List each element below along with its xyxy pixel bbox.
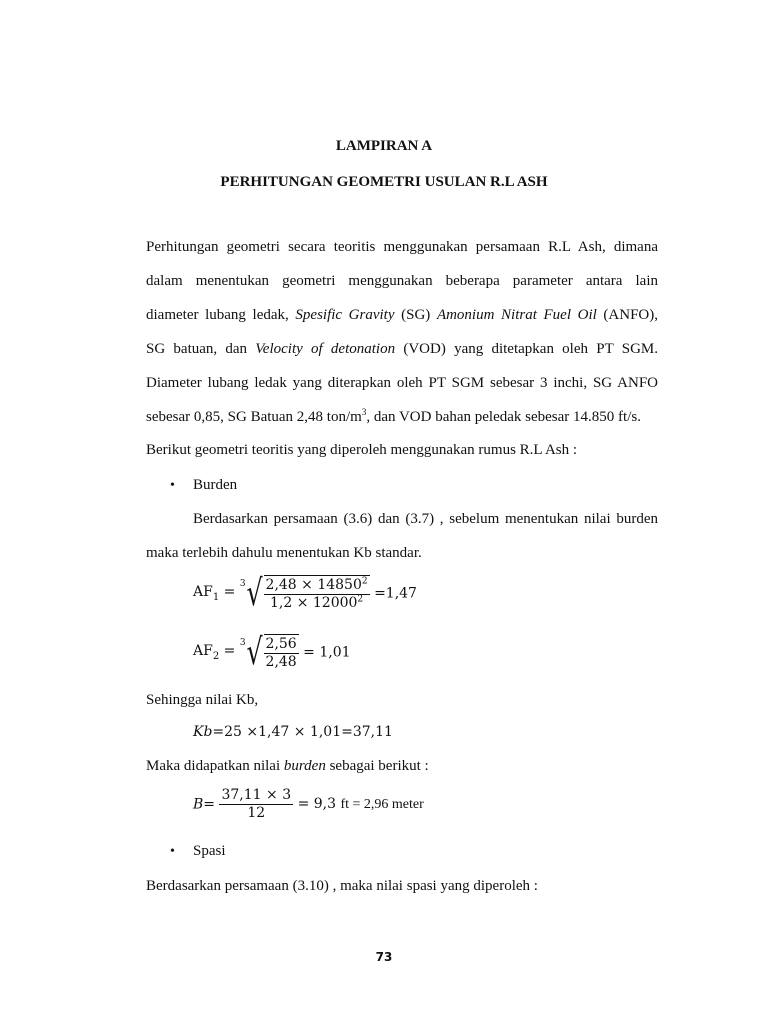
bullet-icon: • bbox=[170, 844, 175, 859]
intro-term-vod: Velocity of detonation bbox=[255, 341, 396, 357]
denominator: 12 bbox=[247, 805, 266, 821]
heading-title: PERHITUNGAN GEOMETRI USULAN R.L ASH bbox=[220, 174, 548, 190]
formula-result: = 9,3 bbox=[297, 796, 341, 812]
formula-result: =1,47 bbox=[374, 585, 417, 602]
intro-text: (SG) bbox=[394, 307, 437, 323]
cube-root bbox=[239, 631, 299, 673]
spasi-paragraph: Berdasarkan persamaan (3.10) , maka nilai spasi yang diperoleh : bbox=[146, 878, 538, 894]
numerator: 37,11 × 3 bbox=[221, 787, 292, 803]
intro-term-anfo: Amonium Nitrat Fuel Oil bbox=[436, 307, 597, 323]
maka-text: Maka didapatkan nilai bbox=[146, 758, 284, 774]
intro-line-7: Berikut geometri teoritis yang diperoleh menggunakan rumus R.L Ash : bbox=[146, 442, 578, 458]
burden-paragraph-line-1: Berdasarkan persamaan (3.6) dan (3.7) , sebelum menentukan nilai burden bbox=[193, 511, 658, 527]
formula-eq: = bbox=[219, 584, 236, 601]
formula-eq: = bbox=[203, 796, 216, 813]
intro-line-4 bbox=[146, 339, 658, 359]
sehingga-line: Sehingga nilai Kb, bbox=[146, 692, 259, 708]
formula-result: = 1,01 bbox=[303, 644, 351, 661]
formula-var: Kb bbox=[193, 724, 213, 740]
denominator: $1,2 \times 12000^2$ bbox=[269, 594, 364, 611]
formula-var: AF bbox=[193, 584, 213, 601]
bullet-spasi bbox=[170, 841, 175, 862]
formula-af2 bbox=[193, 631, 351, 673]
section-title-spasi: Spasi bbox=[193, 843, 226, 859]
maka-line bbox=[146, 756, 429, 776]
intro-text: sebesar 0,85, SG Batuan 2,48 ton/m bbox=[146, 409, 362, 425]
intro-text: , dan VOD bahan peledak sebesar 14.850 ft/s. bbox=[366, 409, 641, 425]
intro-line-6 bbox=[146, 407, 641, 427]
intro-line-3 bbox=[146, 305, 658, 325]
formula-burden bbox=[193, 787, 424, 822]
page-number: 73 bbox=[375, 950, 393, 964]
fraction bbox=[219, 787, 293, 822]
maka-text: sebagai berikut : bbox=[325, 758, 429, 774]
heading-lampiran: LAMPIRAN A bbox=[335, 138, 433, 154]
formula-var: AF bbox=[193, 643, 213, 660]
burden-paragraph-line-2: maka terlebih dahulu menentukan Kb standar. bbox=[146, 545, 422, 561]
subscript: 2 bbox=[212, 650, 220, 662]
intro-line-2: dalam menentukan geometri menggunakan beberapa parameter antara lain bbox=[146, 273, 658, 289]
subscript: 1 bbox=[212, 591, 220, 603]
formula-unit: ft = 2,96 meter bbox=[340, 797, 424, 812]
formula-af1 bbox=[193, 572, 417, 614]
maka-term: burden bbox=[283, 758, 326, 774]
intro-line-5: Diameter lubang ledak yang diterapkan oleh PT SGM sebesar 3 inchi, SG ANFO bbox=[146, 375, 658, 391]
cube-root bbox=[239, 572, 370, 614]
radical-sign-icon: √ bbox=[246, 572, 263, 614]
numerator: 2,56 bbox=[265, 636, 297, 652]
bullet-icon: • bbox=[170, 478, 175, 493]
intro-text: (ANFO), bbox=[596, 307, 659, 323]
section-title-burden: Burden bbox=[193, 477, 238, 493]
numerator: $2,48 \times 14850^2$ bbox=[265, 576, 368, 593]
intro-term-sg: Spesific Gravity bbox=[295, 307, 395, 323]
formula-body: =25 ×1,47 × 1,01=37,11 bbox=[212, 724, 393, 740]
fraction bbox=[264, 577, 370, 612]
intro-text: diameter lubang ledak, bbox=[146, 307, 296, 323]
denominator: 2,48 bbox=[265, 654, 297, 670]
formula-kb bbox=[193, 722, 393, 742]
formula-eq: = bbox=[219, 643, 236, 660]
formula-var: B bbox=[193, 796, 204, 813]
root-index: 3 bbox=[239, 578, 246, 589]
superscript: 3 bbox=[361, 407, 367, 417]
intro-text: (VOD) yang ditetapkan oleh PT SGM. bbox=[395, 341, 658, 357]
radical-sign-icon: √ bbox=[246, 631, 263, 673]
bullet-burden bbox=[170, 475, 175, 496]
root-index: 3 bbox=[239, 637, 246, 648]
intro-line-1: Perhitungan geometri secara teoritis menggunakan persamaan R.L Ash, dimana bbox=[146, 239, 658, 255]
intro-text: SG batuan, dan bbox=[146, 341, 256, 357]
fraction bbox=[264, 636, 299, 671]
